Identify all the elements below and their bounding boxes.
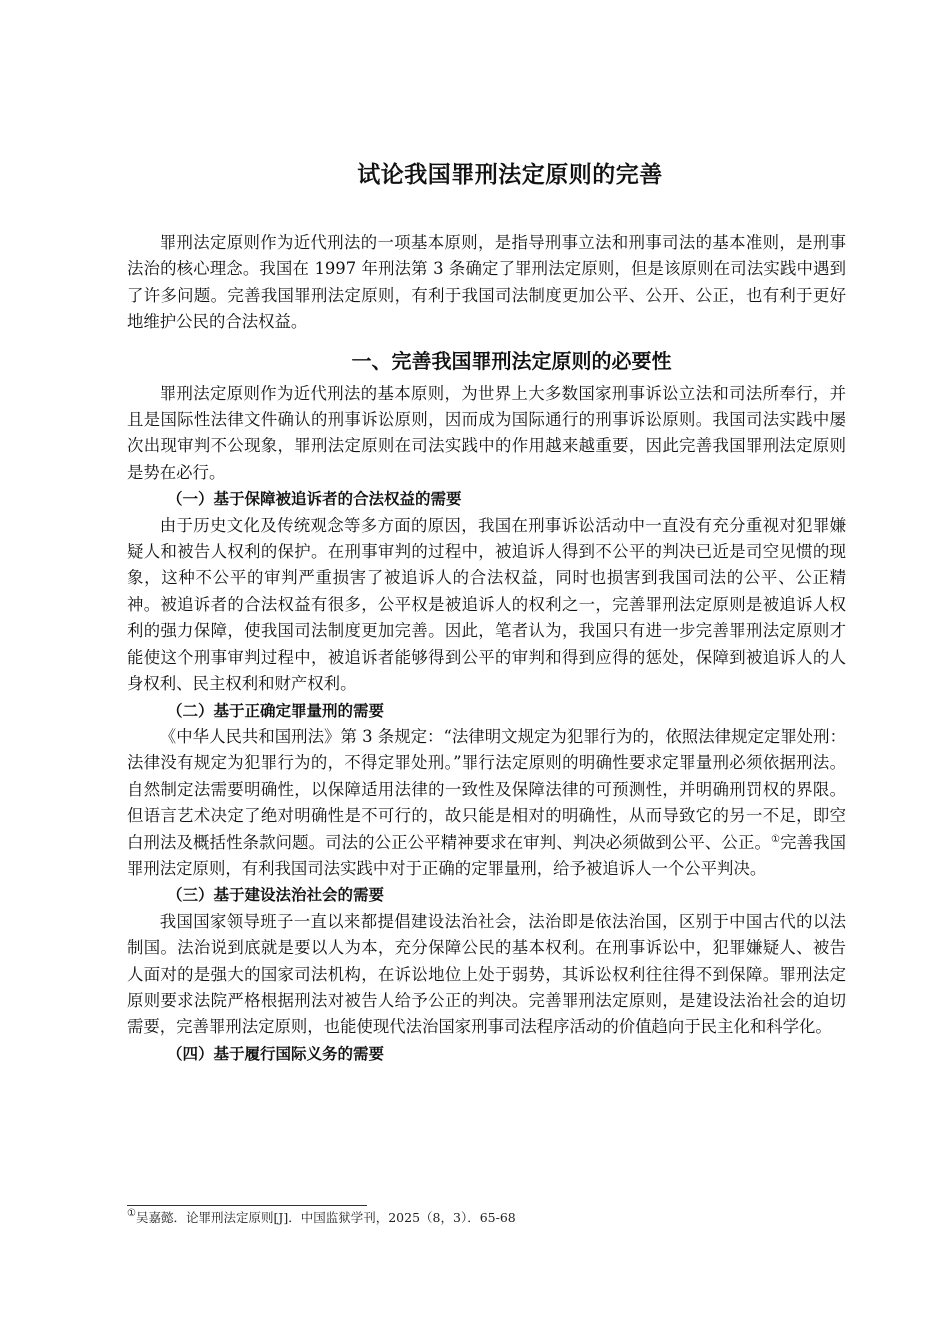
subsection-2-paragraph — [127, 724, 846, 882]
footnote-divider — [127, 1205, 367, 1206]
subsection-1-heading: （一）基于保障被追诉者的合法权益的需要 — [167, 490, 462, 509]
footnote-reference[interactable]: ① — [770, 833, 781, 845]
subsection-1-paragraph: 由于历史文化及传统观念等多方面的原因，我国在刑事诉讼活动中一直没有充分重视对犯罪嫌疑人和被告人权利的保护。在刑事审判的过程中，被追诉人得到不公平的判决已近是司空见惯的现象，这种不公平的审判严重损害了被追诉人的合法权益，同时也损害到我国司法的公平、公正精神。被追诉者的合法权益有很多，公平权是被追诉人的权利之一，完善罪刑法定原则是被追诉人权利的强力保障，使我国司法制度更加完善。因此，笔者认为，我国只有进一步完善罪刑法定原则才能使这个刑事审判过程中，被追诉者能够得到公平的审判和得到应得的惩处，保障到被追诉人的人身权利、民主权利和财产权利。 — [127, 515, 846, 694]
footnote-text: 吴嘉懿．论罪刑法定原则[J]．中国监狱学刊，2025（8，3）．65-68 — [135, 1210, 516, 1225]
subsection-2-text-a: 《中华人民共和国刑法》第 3 条规定：“法律明文规定为犯罪行为的，依照法律规定定罪处刑：法律没有规定为犯罪行为的，不得定罪处刑。”罪行法定原则的明确性要求定罪量刑必须依据刑法。自然制定法需要明确性，以保障适用法律的一致性及保障法律的可预测性，并明确刑罚权的界限。但语言艺术决定了绝对明确性是不可行的，故只能是相对的明确性，从而导致它的另一不足，即空白刑法及概括性条款问题。司法的公正公平精神要求在审判、判决必须做到公平、公正。 — [127, 726, 846, 852]
footnote-mark: ① — [127, 1208, 136, 1219]
subsection-2-text-b: 完善我国罪刑法定原则，有利我国司法实践中对于正确的定罪量刑，给予被追诉人一个公平判决。 — [127, 832, 847, 878]
document-body — [127, 230, 846, 1067]
document-title: 试论我国罪刑法定原则的完善 — [357, 162, 663, 188]
subsection-4-heading: （四）基于履行国际义务的需要 — [167, 1044, 385, 1063]
intro-paragraph: 罪刑法定原则作为近代刑法的一项基本原则，是指导刑事立法和刑事司法的基本准则，是刑事法治的核心理念。我国在 1997 年刑法第 3 条确定了罪刑法定原则，但是该原则在司法实践中遇到了许多问题。完善我国罪刑法定原则，有利于我国司法制度更加公平、公开、公正，也有利于更好地维护公民的合法权益。 — [127, 233, 846, 332]
section-1-paragraph: 罪刑法定原则作为近代刑法的基本原则，为世界上大多数国家刑事诉讼立法和司法所奉行，并且是国际性法律文件确认的刑事诉讼原则，因而成为国际通行的刑事诉讼原则。我国司法实践中屡次出现审判不公现象，罪刑法定原则在司法实践中的作用越来越重要，因此完善我国罪刑法定原则是势在必行。 — [127, 383, 846, 482]
subsection-2-heading: （二）基于正确定罪量刑的需要 — [167, 701, 385, 720]
section-1-heading: 一、完善我国罪刑法定原则的必要性 — [351, 348, 672, 373]
subsection-3-paragraph: 我国国家领导班子一直以来都提倡建设法治社会，法治即是依法治国，区别于中国古代的以法制国。法治说到底就是要以人为本，充分保障公民的基本权利。在刑事诉讼中，犯罪嫌疑人、被告人面对的是强大的国家司法机构，在诉讼地位上处于弱势，其诉讼权利往往得不到保障。罪刑法定原则要求法院严格根据刑法对被告人给予公正的判决。完善罪刑法定原则，是建设法治社会的迫切需要，完善罪刑法定原则，也能使现代法治国家刑事司法程序活动的价值趋向于民主化和科学化。 — [127, 911, 846, 1037]
footnote — [127, 1209, 516, 1227]
subsection-3-heading: （三）基于建设法治社会的需要 — [167, 886, 385, 905]
